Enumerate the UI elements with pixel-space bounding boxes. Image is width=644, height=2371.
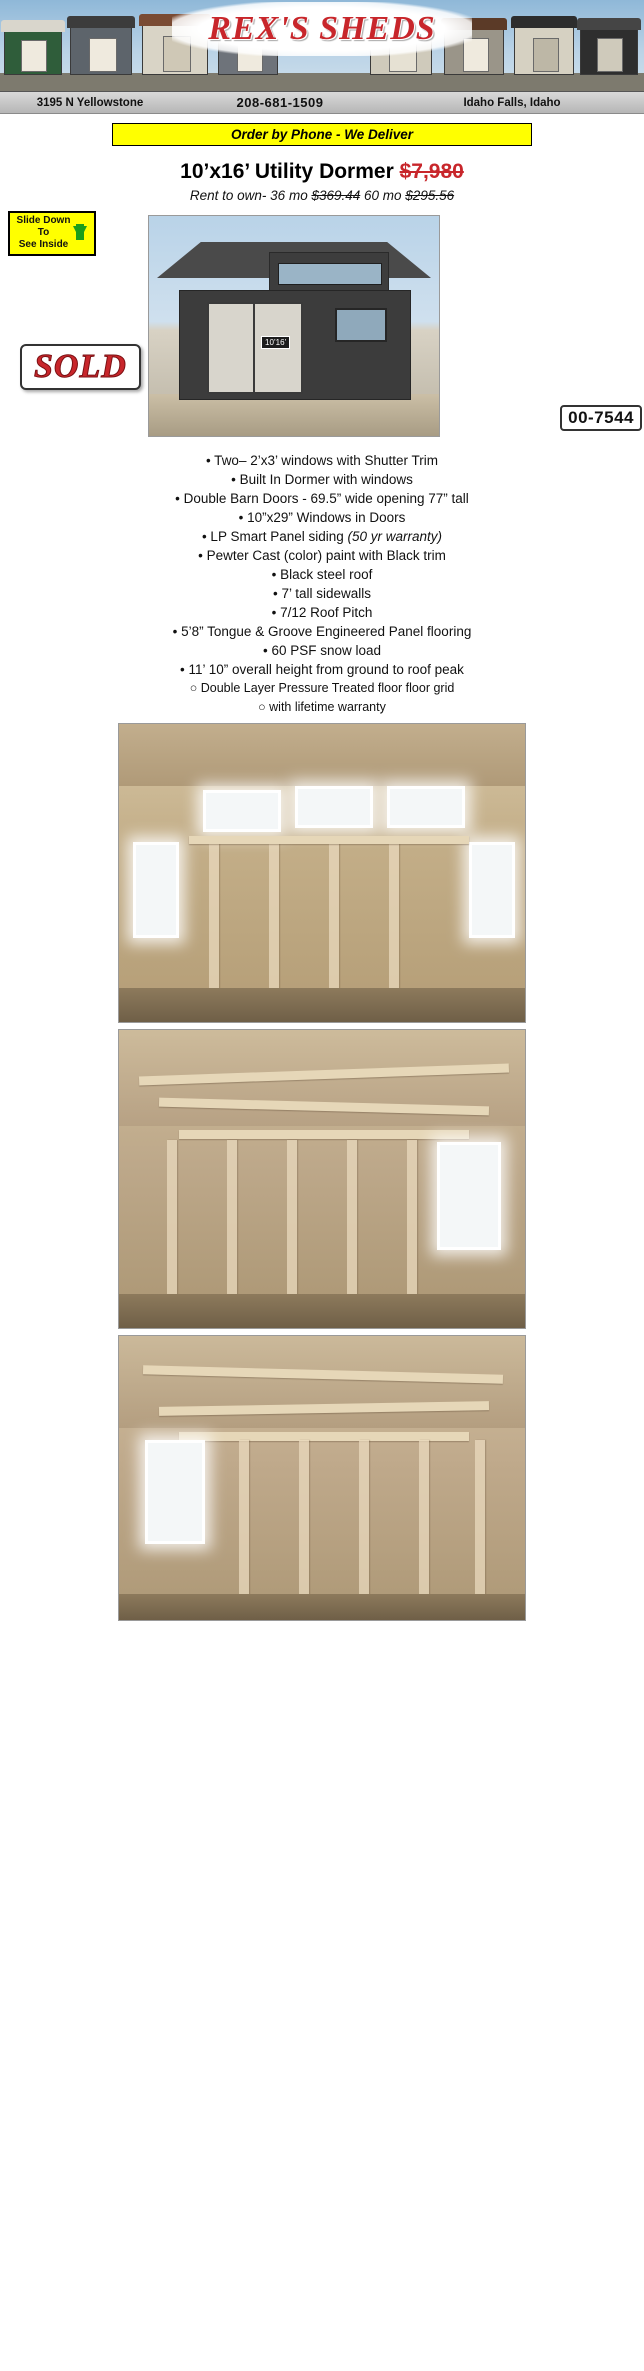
spec-item (0, 508, 644, 527)
spec-item (0, 451, 644, 470)
spec-list (0, 451, 644, 717)
stock-number-badge: 00-7544 (560, 405, 642, 431)
banner-shed-2 (70, 25, 132, 75)
spec-item (0, 527, 644, 546)
header-banner (0, 0, 644, 92)
spec-item (0, 622, 644, 641)
spec-item (0, 698, 644, 717)
spec-text: • Two– 2’x3’ windows with Shutter Trim (205, 453, 439, 468)
interior-dormer-window-1 (203, 790, 281, 832)
product-title: 10’x16’ Utility Dormer (180, 160, 400, 183)
slide-badge-line1: Slide Down (16, 215, 71, 226)
spec-text: • 5’8” Tongue & Groove Engineered Panel flooring (172, 624, 472, 639)
page-title (0, 160, 644, 184)
banner-shed-door (89, 38, 117, 72)
interior-photo-2 (118, 1029, 526, 1329)
spec-text-italic: (50 yr warranty) (347, 529, 443, 544)
banner-shed-door (597, 38, 623, 72)
spec-text: • 10”x29” Windows in Doors (238, 510, 406, 525)
company-logo-text: REX'S SHEDS (208, 10, 436, 47)
spec-item (0, 679, 644, 698)
arrow-down-icon (73, 226, 87, 240)
interior-collar-tie (179, 1130, 469, 1139)
banner-shed-door (21, 40, 47, 72)
rent-60-month: $295.56 (405, 188, 455, 203)
banner-shed-door (533, 38, 559, 72)
interior-dormer-window-2 (295, 786, 373, 828)
sold-label: SOLD (34, 348, 127, 385)
photo-ground (149, 394, 439, 436)
spec-text: • 60 PSF snow load (262, 643, 382, 658)
interior-stud (239, 1440, 249, 1620)
spec-text: • Built In Dormer with windows (231, 472, 413, 487)
spec-item (0, 641, 644, 660)
street-address: 3195 N Yellowstone (36, 96, 144, 109)
interior-stud (299, 1440, 309, 1620)
banner-shed-8 (580, 27, 638, 75)
spec-item (0, 660, 644, 679)
spec-text: • 7/12 Roof Pitch (271, 605, 373, 620)
spec-item (0, 470, 644, 489)
spec-item (0, 584, 644, 603)
phone-number[interactable]: 208-681-1509 (236, 95, 324, 110)
rent-label: Rent to own- 36 mo (189, 188, 312, 203)
interior-floor (119, 988, 525, 1022)
rent-36-month: $369.44 (311, 188, 361, 203)
banner-shed-roof (511, 16, 577, 28)
spec-item (0, 603, 644, 622)
slide-down-badge (8, 211, 96, 256)
interior-header-beam (189, 836, 469, 844)
interior-window-left (145, 1440, 205, 1544)
spec-text: • Double Barn Doors - 69.5” wide opening 77” tall (175, 491, 469, 506)
interior-floor (119, 1594, 525, 1620)
contact-bar (0, 92, 644, 114)
photo-side-window (335, 308, 387, 342)
spec-text: • 11’ 10” overall height from ground to roof peak (180, 662, 464, 677)
spec-text: • 7’ tall sidewalls (272, 586, 371, 601)
banner-shed-7 (514, 25, 574, 75)
spec-text: • Black steel roof (271, 567, 373, 582)
interior-window-right (437, 1142, 501, 1250)
interior-stud (419, 1440, 429, 1620)
interior-ceiling (119, 724, 525, 786)
interior-floor (119, 1294, 525, 1328)
company-logo (172, 2, 472, 56)
slide-badge-line2: To (37, 227, 50, 238)
spec-text: ○ Double Layer Pressure Treated floor floor grid (189, 681, 455, 695)
interior-dormer-window-3 (387, 786, 465, 828)
slide-badge-line3: See Inside (18, 239, 69, 250)
spec-text: ○ with lifetime warranty (258, 700, 386, 714)
banner-shed-roof (1, 20, 65, 32)
banner-ground (0, 73, 644, 91)
spec-text: • LP Smart Panel siding (201, 529, 348, 544)
exterior-shed-photo (148, 215, 440, 437)
spec-item (0, 489, 644, 508)
interior-photo-3 (118, 1335, 526, 1621)
city-state: Idaho Falls, Idaho (463, 96, 561, 109)
interior-stud (359, 1440, 369, 1620)
order-banner-wrap (0, 114, 644, 150)
photo-size-tag: 10’16’ (261, 336, 290, 349)
sold-stamp (20, 344, 141, 390)
interior-stud (475, 1440, 485, 1620)
banner-shed-1 (4, 29, 62, 75)
photo-dormer-window (278, 263, 382, 285)
spec-item (0, 565, 644, 584)
hero-photo-area (0, 209, 644, 449)
banner-shed-roof (67, 16, 135, 28)
order-banner: Order by Phone - We Deliver (112, 123, 532, 146)
rent-separator: 60 mo (360, 188, 406, 203)
interior-window-right (469, 842, 515, 938)
rent-to-own-line (0, 188, 644, 203)
product-price: $7,980 (399, 160, 464, 183)
interior-photo-1 (118, 723, 526, 1023)
spec-item (0, 546, 644, 565)
spec-text: • Pewter Cast (color) paint with Black trim (198, 548, 446, 563)
banner-shed-roof (577, 18, 641, 30)
interior-window-left (133, 842, 179, 938)
